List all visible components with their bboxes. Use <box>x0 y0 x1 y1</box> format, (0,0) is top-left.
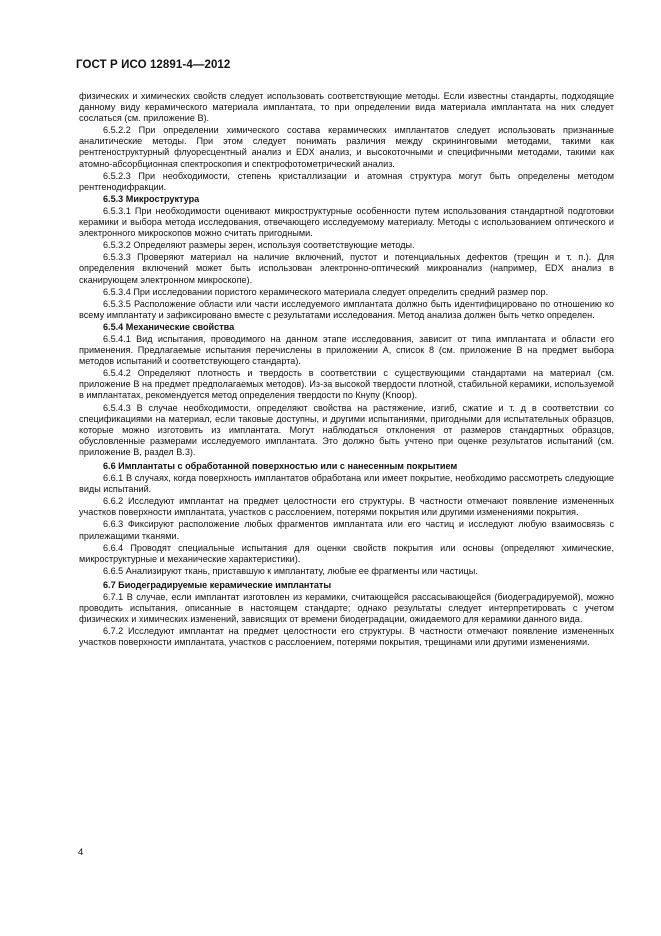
heading-6-5-3: 6.5.3 Микроструктура <box>103 193 200 204</box>
page-number: 4 <box>78 847 84 858</box>
paragraph-6-5-2-3: 6.5.2.3 При необходимости, степень кристаллизации и атомная структура могут быть определены методом рентгенодифракции. <box>79 170 614 192</box>
paragraph-6-5-3-1: 6.5.3.1 При необходимости оценивают микроструктурные особенности путем использования стандартной подготовки керамики и выбора метода исследования, отвечающего исследуемому материалу. Методы с использованием оптического и электронного микроскопов можно считать пригодными. <box>79 205 614 239</box>
heading-6-6: 6.6 Имплантаты с обработанной поверхностью или с нанесенным покрытием <box>103 461 458 471</box>
paragraph-6-6-4: 6.6.4 Проводят специальные испытания для оценки свойств покрытия или основы (определяют химические, микроструктурные и механические характеристики). <box>79 542 614 564</box>
document-header: ГОСТ Р ИСО 12891-4—2012 <box>76 59 231 71</box>
paragraph-6-6-2: 6.6.2 Исследуют имплантат на предмет целостности его структуры. В частности отмечают появление измененных участков поверхности имплантата, участков с расслоением, потерями покрытия или другими изменениями покрытия. <box>79 496 614 518</box>
paragraph-continuation: физических и химических свойств следует использовать соответствующие методы. Если известны стандарты, подходящие данному виду керамического материала имплантата, то при определении вида материала имплантата на них следует сослаться (см. приложение В). <box>79 91 614 124</box>
paragraph-6-5-2-2: 6.5.2.2 При определении химического состава керамических имплантатов следует использовать признанные аналитические методы. При этом следует понимать различия между скрининговыми методами, такими как рентгеноструктурный флуоресцентный анализ и EDX анализ, и высокоточными и специфичными методами, такими как атомно-абсорбционная спектроскопия и спектрофотометрический анализ. <box>79 125 614 169</box>
paragraph-6-5-3-4: 6.5.3.4 При исследовании пористого керамического материала следует определить средний размер пор. <box>103 286 549 297</box>
paragraph-6-5-3-5: 6.5.3.5 Расположение области или части исследуемого имплантата должно быть идентифицировано по отношению ко всему имплантату и зафиксировано вместе с результатами исследования. Метод анализа должен быть четко определен. <box>79 298 614 320</box>
paragraph-6-7-1: 6.7.1 В случае, если имплантат изготовлен из керамики, считающейся рассасывающейся (биодеградируемой), можно проводить испытания, описанные в настоящем стандарте; однако результаты следует интерпретировать с учетом физических и химических изменений, зависящих от времени биодеградации, ожидаемого для керамики данного вида. <box>79 592 614 625</box>
paragraph-6-5-4-2: 6.5.4.2 Определяют плотность и твердость в соответствии с существующими стандартами на материал (см. приложение В на предмет предполагаемых методов). Из-за высокой твердости плотной, стабильной керамики, используемой в имплантатах, рекомендуется метод определения твердости по Кнупу (Knoop). <box>79 368 614 401</box>
paragraph-6-6-1: 6.6.1 В случаях, когда поверхность имплантатов обработана или имеет покрытие, необходимо рассмотреть следующие виды испытаний. <box>79 473 614 495</box>
paragraph-6-5-4-1: 6.5.4.1 Вид испытания, проводимого на данном этапе исследования, зависит от типа имплантата и области его применения. Предлагаемые испытания перечислены в приложении А, список 8 (см. приложение В на предмет выбора методов испытаний и соответствующего стандарта). <box>79 333 614 367</box>
paragraph-6-6-3: 6.6.3 Фиксируют расположение любых фрагментов имплантата или его частиц и исследуют любую взаимосвязь с прилежащими тканями. <box>79 519 614 541</box>
paragraph-6-7-2: 6.7.2 Исследуют имплантат на предмет целостности его структуры. В частности отмечают появление измененных участков поверхности имплантата, участков с расслоением, потерями покрытия, трещинами или другими изменениями. <box>79 626 614 648</box>
paragraph-6-5-3-2: 6.5.3.2 Определяют размеры зерен, используя соответствующие методы. <box>103 240 415 251</box>
heading-6-5-4: 6.5.4 Механические свойства <box>103 321 235 332</box>
heading-6-7: 6.7 Биодеградируемые керамические имплантаты <box>103 579 332 590</box>
paragraph-6-6-5: 6.6.5 Анализируют ткань, приставшую к имплантату, любые ее фрагменты или частицы. <box>103 565 478 576</box>
paragraph-6-5-3-3: 6.5.3.3 Проверяют материал на наличие включений, пустот и потенциальных дефектов (трещин и т. п.). Для определения включений может быть использован электронно-оптический микроанализ (например, EDX анализ в сканирующем электронном микроскопе). <box>79 252 614 285</box>
document-body <box>79 91 614 650</box>
paragraph-6-5-4-3: 6.5.4.3 В случае необходимости, определяют свойства на растяжение, изгиб, сжатие и т. д в соответствии со спецификациями на материал, если таковые доступны, и другими испытаниями, пригодными для испытательных образцов, которые можно изготовить из имплантата. Могут наблюдаться отклонения от размеров стандартных образцов, обусловленные размерами исследуемого имплантата. Это должно быть учтено при оценке результатов испытаний (см. приложение В, раздел В.3). <box>79 402 614 457</box>
